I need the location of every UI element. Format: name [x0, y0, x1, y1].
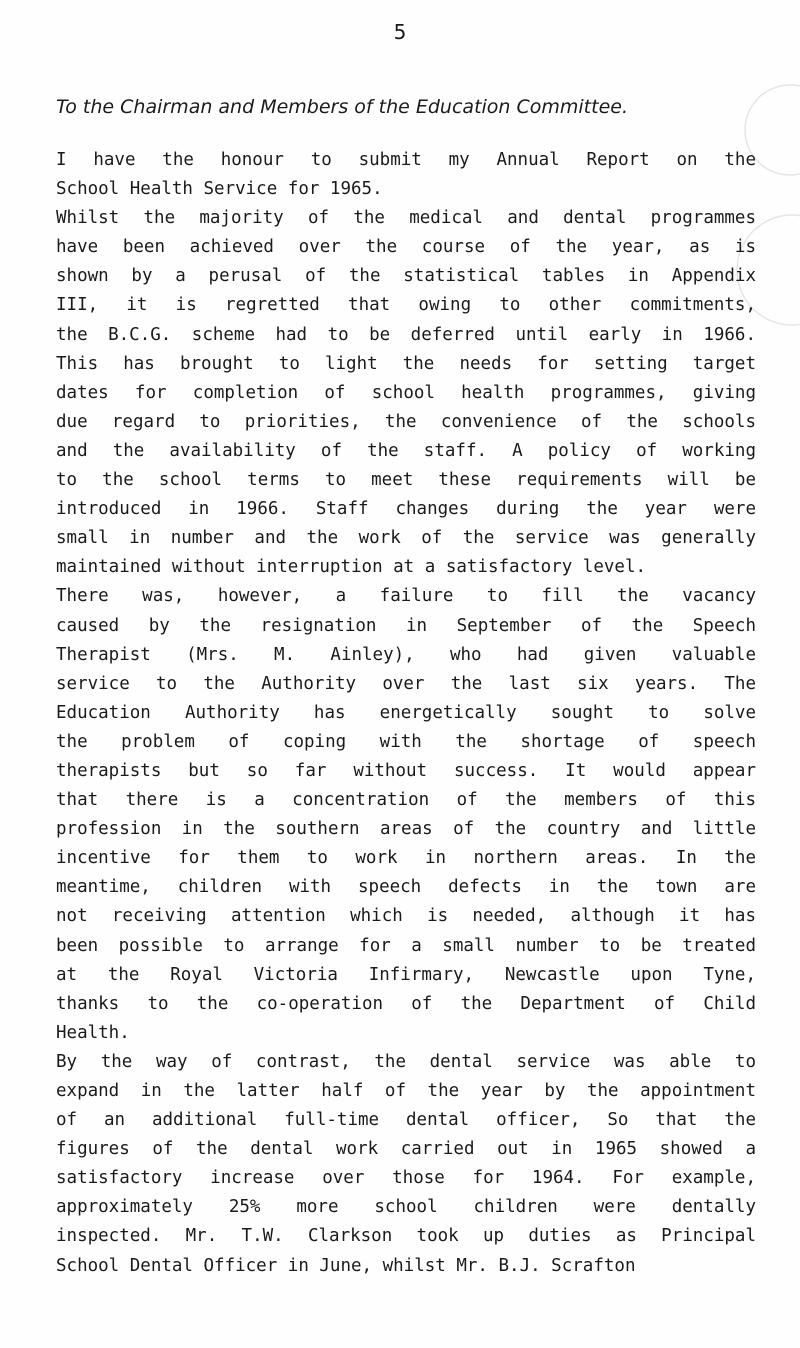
paragraph-3-line: Health.: [56, 1022, 130, 1043]
paragraph-2-line: maintained without interruption at a satisfactory level.: [56, 557, 647, 578]
paragraph-3-line: meantime, children with speech defects in the town are: [56, 877, 756, 898]
paragraph-2-line: the B.C.G. scheme had to be deferred until early in 1966.: [56, 324, 756, 345]
paragraph-3-line: the problem of coping with the shortage of speech: [56, 731, 756, 752]
paragraph-4-line: satisfactory increase over those for 1964. For example,: [56, 1168, 756, 1189]
paragraph-2-line: introduced in 1966. Staff changes during the year were: [56, 499, 756, 520]
page-number: 5: [393, 20, 407, 44]
paragraph-4-line: By the way of contrast, the dental service was able to: [56, 1051, 756, 1072]
paragraph-3-line: Education Authority has energetically sought to solve: [56, 702, 756, 723]
paragraph-4-line: of an additional full-time dental officer, So that the: [56, 1110, 756, 1131]
paragraph-3-line: service to the Authority over the last six years. The: [56, 673, 756, 694]
paragraph-2-line: and the availability of the staff. A policy of working: [56, 440, 756, 461]
salutation-heading: To the Chairman and Members of the Education Committee.: [56, 96, 629, 118]
paragraph-2-line: dates for completion of school health programmes, giving: [56, 382, 756, 403]
paragraph-2-line: due regard to priorities, the convenience of the schools: [56, 411, 756, 432]
paragraph-3-line: therapists but so far without success. It would appear: [56, 760, 756, 781]
paragraph-3-line: incentive for them to work in northern areas. In the: [56, 848, 756, 869]
paragraph-3-line: thanks to the co-operation of the Department of Child: [56, 993, 756, 1014]
paragraph-3-line: Therapist (Mrs. M. Ainley), who had given valuable: [56, 644, 756, 665]
paragraph-4-line: approximately 25% more school children were dentally: [56, 1197, 756, 1218]
paragraph-3-line: at the Royal Victoria Infirmary, Newcastle upon Tyne,: [56, 964, 756, 985]
paragraph-2-line: This has brought to light the needs for setting target: [56, 353, 756, 374]
paragraph-4-line: figures of the dental work carried out in 1965 showed a: [56, 1139, 756, 1160]
paragraph-3-line: caused by the resignation in September of the Speech: [56, 615, 756, 636]
paragraph-3-line: not receiving attention which is needed, although it has: [56, 906, 756, 927]
paragraph-3-line: been possible to arrange for a small number to be treated: [56, 935, 756, 956]
paragraph-2-line: small in number and the work of the service was generally: [56, 528, 756, 549]
paragraph-1-line: School Health Service for 1965.: [56, 179, 383, 200]
paragraph-2-line: have been achieved over the course of the year, as is: [56, 237, 756, 258]
paragraph-4-line: School Dental Officer in June, whilst Mr. B.J. Scrafton: [56, 1255, 636, 1276]
paragraph-3-line: profession in the southern areas of the country and little: [56, 819, 756, 840]
report-body: [56, 146, 756, 1281]
paragraph-4-line: inspected. Mr. T.W. Clarkson took up duties as Principal: [56, 1226, 756, 1247]
paragraph-3-line: that there is a concentration of the members of this: [56, 790, 756, 811]
paragraph-2-line: to the school terms to meet these requirements will be: [56, 470, 756, 491]
paragraph-2-line: Whilst the majority of the medical and dental programmes: [56, 208, 756, 229]
paragraph-4-line: expand in the latter half of the year by the appointment: [56, 1081, 756, 1101]
paragraph-2-line: III, it is regretted that owing to other commitments,: [56, 295, 756, 316]
paragraph-1-line: I have the honour to submit my Annual Report on the: [56, 150, 756, 170]
paragraph-3-line: There was, however, a failure to fill the vacancy: [56, 586, 756, 607]
paragraph-2-line: shown by a perusal of the statistical tables in Appendix: [56, 266, 756, 287]
